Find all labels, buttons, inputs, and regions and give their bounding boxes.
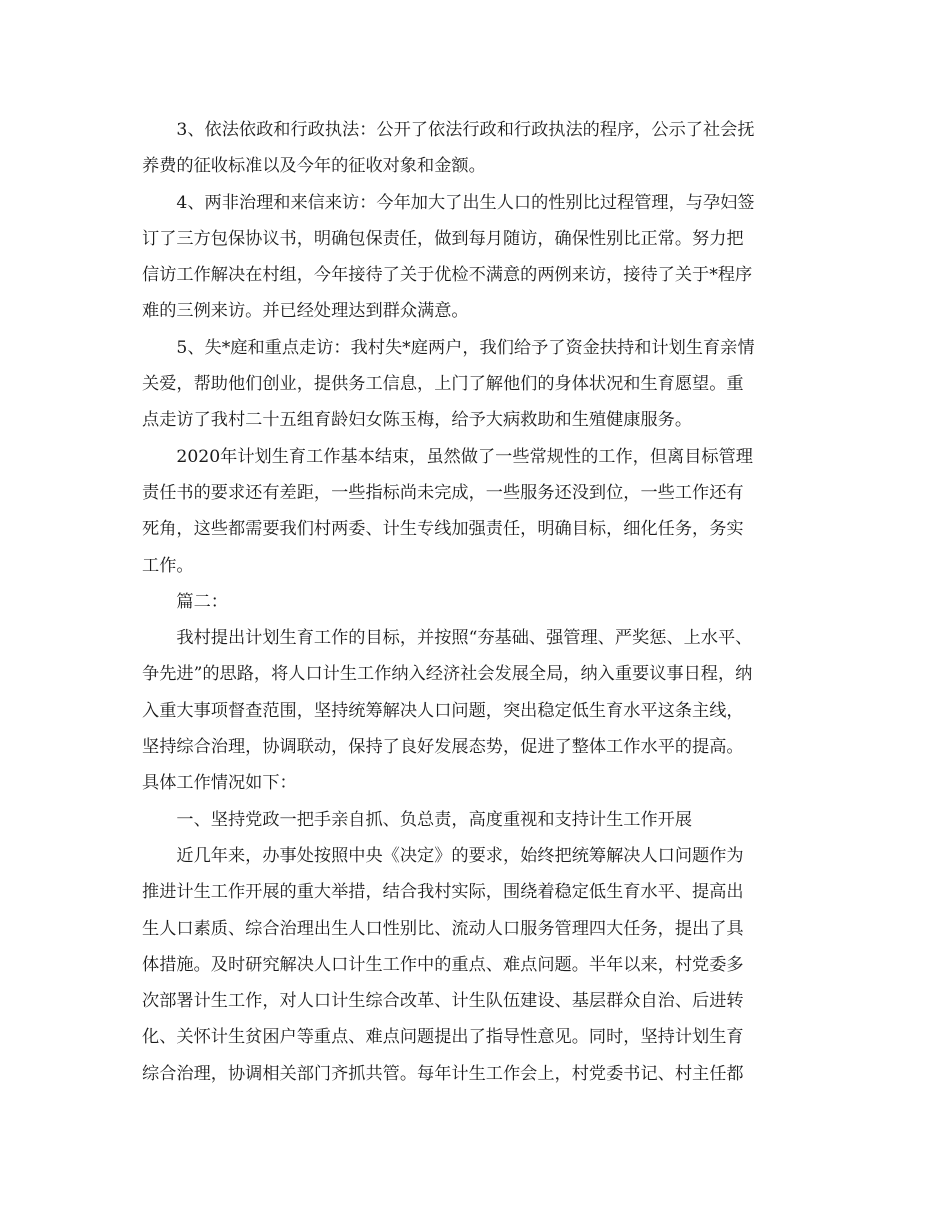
- text-line: 4、两非治理和来信来访：今年加大了出生人口的性别比过程管理，与孕妇签: [176, 192, 755, 213]
- text-line: 一、坚持党政一把手亲自抓、负总责，高度重视和支持计生工作开展: [176, 809, 693, 830]
- text-line: 5、失*庭和重点走访：我村失*庭两户，我们给予了资金扶持和计划生育亲情: [176, 337, 755, 358]
- text-line: 体措施。及时研究解决人口计生工作中的重点、难点问题。半年以来，村党委多: [142, 954, 744, 975]
- text-line: 点走访了我村二十五组育龄妇女陈玉梅，给予大病救助和生殖健康服务。: [142, 410, 693, 431]
- text-line: 难的三例来访。并已经处理达到群众满意。: [142, 301, 469, 322]
- paragraph: [142, 439, 806, 584]
- paragraph: [142, 330, 806, 439]
- text-line: 我村提出计划生育工作的目标，并按照“夯基础、强管理、严奖惩、上水平、: [176, 628, 753, 649]
- text-line: 信访工作解决在村组，今年接待了关于优检不满意的两例来访，接待了关于*程序: [142, 265, 753, 286]
- text-line: 责任书的要求还有差距，一些指标尚未完成，一些服务还没到位，一些工作还有: [142, 482, 744, 503]
- document-page: [142, 112, 806, 1092]
- text-line: 入重大事项督查范围，坚持统筹解决人口问题，突出稳定低生育水平这条主线，: [142, 700, 744, 721]
- text-line: 篇二：: [176, 591, 228, 612]
- text-line: 综合治理，协调相关部门齐抓共管。每年计生工作会上，村党委书记、村主任都: [142, 1063, 744, 1084]
- text-line: 坚持综合治理，协调联动，保持了良好发展态势，促进了整体工作水平的提高。: [142, 737, 744, 758]
- text-line: 3、依法依政和行政执法：公开了依法行政和行政执法的程序，公示了社会抚: [176, 120, 755, 140]
- text-line: 推进计生工作开展的重大举措，结合我村实际，围绕着稳定低生育水平、提高出: [142, 882, 744, 903]
- paragraph: [142, 185, 806, 330]
- text-line: 工作。: [142, 555, 194, 576]
- paragraph: [142, 584, 806, 620]
- paragraph: [142, 838, 806, 1092]
- text-line: 养费的征收标准以及今年的征收对象和金额。: [142, 156, 486, 177]
- text-line: 具体工作情况如下：: [142, 773, 297, 794]
- text-line: 订了三方包保协议书，明确包保责任，做到每月随访，确保性别比正常。努力把: [142, 228, 744, 249]
- paragraph: [142, 802, 806, 838]
- text-line: 关爱，帮助他们创业，提供务工信息，上门了解他们的身体状况和生育愿望。重: [142, 374, 744, 395]
- text-line: 次部署计生工作，对人口计生综合改革、计生队伍建设、基层群众自治、后进转: [142, 991, 744, 1012]
- text-line: 死角，这些都需要我们村两委、计生专线加强责任，明确目标，细化任务，务实: [142, 519, 744, 540]
- text-line: 生人口素质、综合治理出生人口性别比、流动人口服务管理四大任务，提出了具: [142, 918, 744, 939]
- text-line: 争先进”的思路，将人口计生工作纳入经济社会发展全局，纳入重要议事日程，纳: [142, 664, 753, 685]
- text-line: 近几年来，办事处按照中央《决定》的要求，始终把统筹解决人口问题作为: [176, 845, 744, 866]
- paragraph: [142, 112, 806, 185]
- paragraph: [142, 620, 806, 801]
- text-line: 2020年计划生育工作基本结束，虽然做了一些常规性的工作，但离目标管理: [176, 446, 753, 467]
- text-line: 化、关怀计生贫困户等重点、难点问题提出了指导性意见。同时，坚持计划生育: [142, 1027, 744, 1048]
